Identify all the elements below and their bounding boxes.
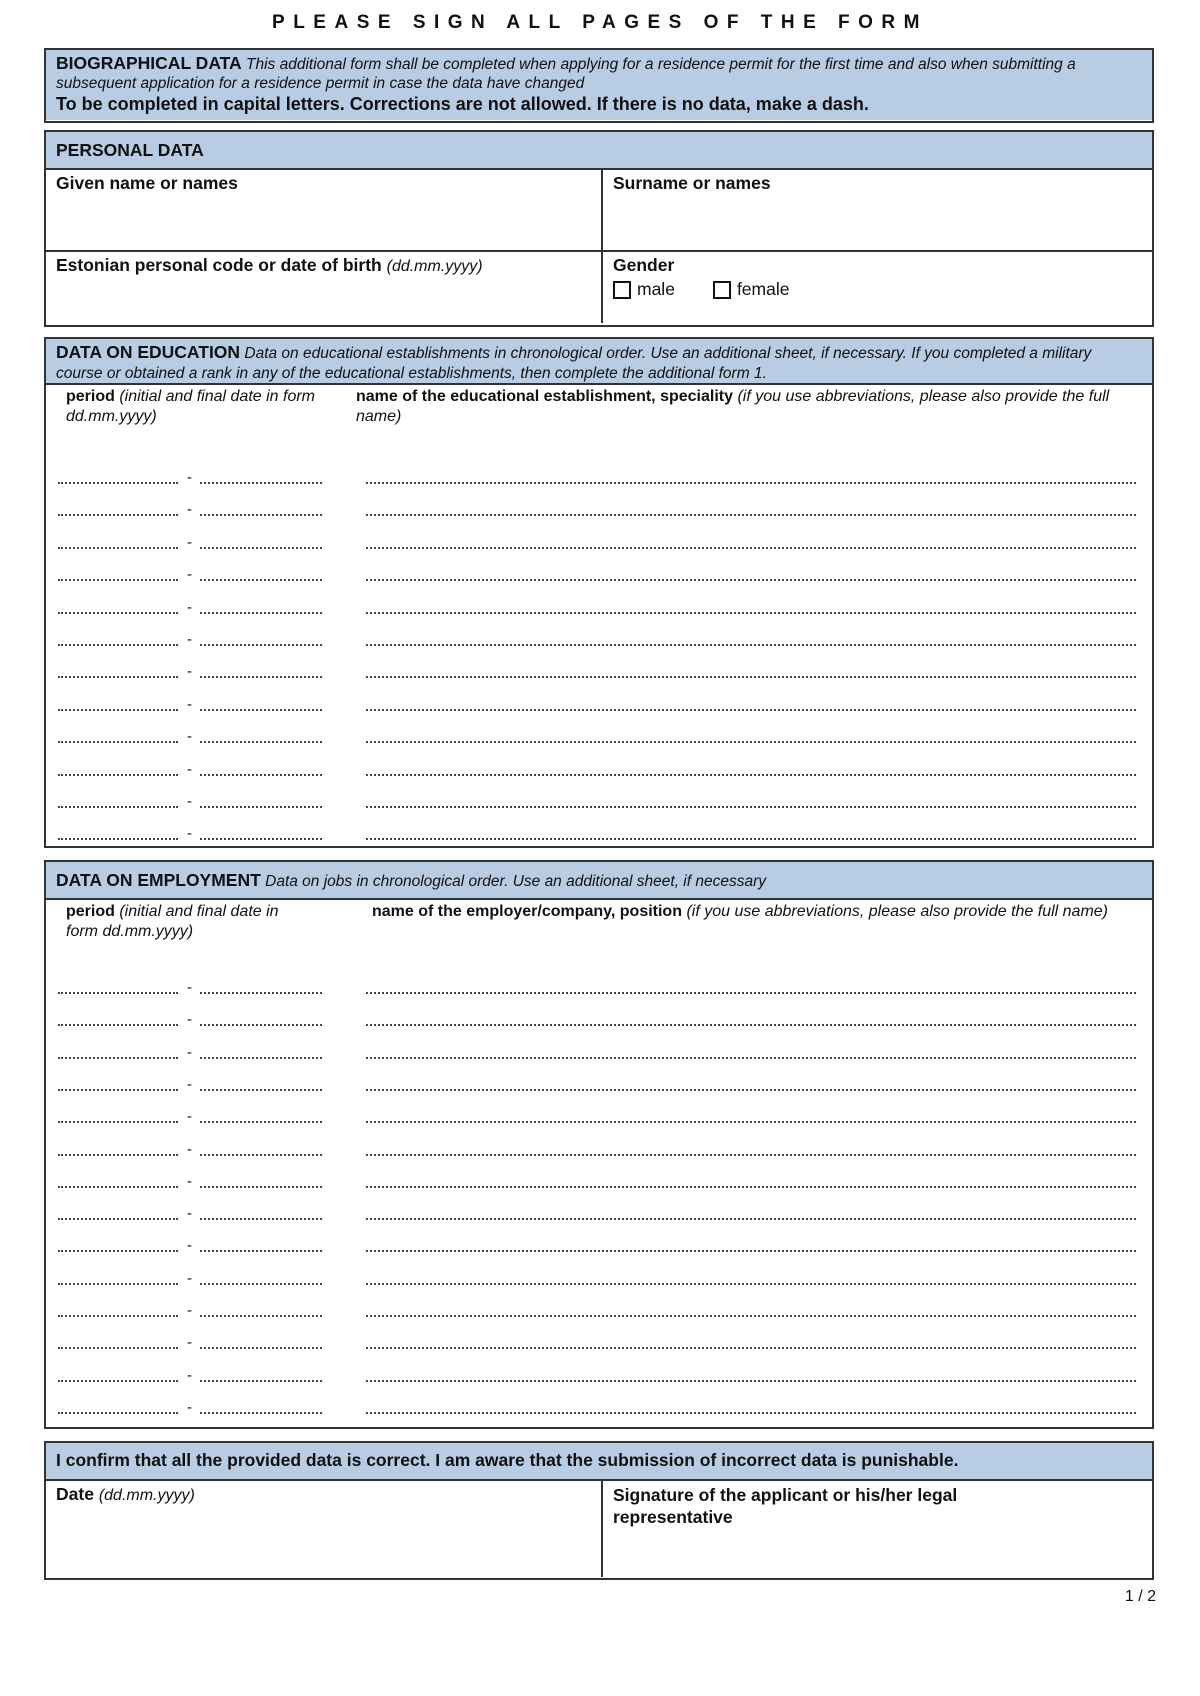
education-period-start-line[interactable] [58,838,178,840]
education-name-line[interactable] [366,644,1136,646]
education-period-start-line[interactable] [58,547,178,549]
employment-period-dash: - [187,1140,192,1158]
employment-name-line[interactable] [366,1186,1136,1188]
education-name-label: name of the educational establishment, speciality [356,388,733,405]
employment-period-dash: - [187,1302,192,1319]
gender-field [603,252,1152,323]
education-name-line[interactable] [366,482,1136,484]
education-name-line[interactable] [366,676,1136,678]
employment-name-line[interactable] [366,1057,1136,1059]
employment-period-start-line[interactable] [58,1347,178,1349]
education-period-end-line[interactable] [200,644,322,646]
employment-period-end-line[interactable] [200,992,322,994]
employment-period-start-line[interactable] [58,1250,178,1252]
education-period-start-line[interactable] [58,676,178,678]
education-period-start-line[interactable] [58,774,178,776]
employment-period-dash: - [187,1334,192,1352]
biographical-section [44,48,1154,123]
employment-period-dash: - [187,1108,192,1126]
education-period-end-line[interactable] [200,806,322,808]
education-period-start-line[interactable] [58,579,178,581]
personal-header [46,132,1152,170]
employment-period-end-line[interactable] [200,1154,322,1156]
signature-label: Signature of the applicant or his/her legal representative [613,1485,958,1527]
education-period-dash: - [187,793,192,810]
education-period-dash: - [187,598,192,616]
employment-name-line[interactable] [366,992,1136,994]
education-period-dash: - [187,825,192,843]
education-period-end-line[interactable] [200,709,322,711]
given-name-field[interactable] [46,170,603,250]
personal-heading: PERSONAL DATA [56,140,204,160]
male-label: male [637,279,675,299]
education-period-end-line[interactable] [200,741,322,743]
employment-period-end-line[interactable] [200,1380,322,1382]
confirmation-header [46,1443,1152,1481]
education-period-end-line[interactable] [200,579,322,581]
education-name-line[interactable] [366,514,1136,516]
personal-code-format: (dd.mm.yyyy) [386,258,483,275]
employment-period-start-line[interactable] [58,1315,178,1317]
education-period-start-line[interactable] [58,741,178,743]
given-name-label: Given name or names [56,173,238,193]
biographical-header [46,50,1152,120]
education-section [44,337,1154,848]
education-period-dash: - [187,695,192,713]
employment-name-line[interactable] [366,1412,1136,1414]
employment-period-header [66,902,301,942]
education-name-line[interactable] [366,709,1136,711]
biographical-note: This additional form shall be completed when applying for a residence permit for the first time and also when submitting a subsequent application for a residence permit in case the data have changed [56,56,1076,92]
education-period-dash: - [187,533,192,551]
education-period-hint: (initial and final date in form dd.mm.yyyy) [66,388,315,425]
employment-period-end-line[interactable] [200,1218,322,1220]
education-name-line[interactable] [366,774,1136,776]
education-period-start-line[interactable] [58,806,178,808]
employment-period-start-line[interactable] [58,1057,178,1059]
male-checkbox[interactable] [613,281,631,299]
education-period-dash: - [187,566,192,584]
education-name-header [356,387,1146,427]
confirmation-section [44,1441,1154,1580]
employment-name-line[interactable] [366,1315,1136,1317]
employment-period-end-line[interactable] [200,1024,322,1026]
signature-field[interactable] [603,1481,1152,1577]
employment-period-end-line[interactable] [200,1057,322,1059]
employment-name-line[interactable] [366,1250,1136,1252]
employment-period-dash: - [187,1269,192,1287]
employment-period-dash: - [187,1011,192,1029]
female-checkbox[interactable] [713,281,731,299]
education-name-line[interactable] [366,741,1136,743]
employment-period-start-line[interactable] [58,992,178,994]
education-heading: DATA ON EDUCATION [56,342,241,362]
employment-name-hint: (if you use abbreviations, please also provide the full name) [686,903,1109,920]
employment-period-dash: - [187,1366,192,1384]
personal-code-label: Estonian personal code or date of birth [56,255,382,275]
employment-period-end-line[interactable] [200,1315,322,1317]
employment-name-label: name of the employer/company, position [372,903,682,920]
education-period-end-line[interactable] [200,676,322,678]
female-label: female [736,279,790,299]
employment-period-start-line[interactable] [58,1089,178,1091]
employment-period-dash: - [187,979,192,996]
personal-section [44,130,1154,327]
education-period-dash: - [187,663,192,681]
education-period-end-line[interactable] [200,612,322,614]
employment-name-line[interactable] [366,1218,1136,1220]
date-format: (dd.mm.yyyy) [98,1487,195,1504]
education-period-end-line[interactable] [200,482,322,484]
education-period-start-line[interactable] [58,644,178,646]
employment-note: Data on jobs in chronological order. Use an additional sheet, if necessary [265,873,767,890]
confirmation-statement: I confirm that all the provided data is correct. I am aware that the submission of incorrect data is punishable. [56,1450,959,1470]
employment-period-start-line[interactable] [58,1121,178,1123]
education-name-line[interactable] [366,547,1136,549]
employment-section [44,860,1154,1429]
employment-period-start-line[interactable] [58,1186,178,1188]
employment-name-line[interactable] [366,1024,1136,1026]
employment-column-headers [46,900,1152,960]
date-signature-row [46,1481,1152,1577]
code-gender-row [46,252,1152,323]
employment-period-end-line[interactable] [200,1121,322,1123]
education-period-dash: - [187,760,192,778]
employment-period-end-line[interactable] [200,1412,322,1414]
employment-period-dash: - [187,1205,192,1223]
employment-period-dash: - [187,1043,192,1061]
education-name-line[interactable] [366,838,1136,840]
employment-heading: DATA ON EMPLOYMENT [56,870,261,890]
education-period-label: period [66,388,115,405]
education-period-header [66,387,321,427]
employment-period-start-line[interactable] [58,1412,178,1414]
education-period-dash: - [187,469,192,486]
employment-period-start-line[interactable] [58,1283,178,1285]
education-period-start-line[interactable] [58,612,178,614]
education-period-start-line[interactable] [58,709,178,711]
employment-period-start-line[interactable] [58,1024,178,1026]
employment-period-dash: - [187,1172,192,1190]
education-period-start-line[interactable] [58,514,178,516]
education-period-start-line[interactable] [58,482,178,484]
education-period-end-line[interactable] [200,838,322,840]
employment-period-end-line[interactable] [200,1089,322,1091]
gender-label: Gender [613,255,675,275]
employment-name-line[interactable] [366,1380,1136,1382]
employment-period-dash: - [187,1237,192,1255]
education-name-hint: (if you use abbreviations, please also provide the full name) [356,388,1110,425]
employment-period-end-line[interactable] [200,1347,322,1349]
education-period-dash: - [187,631,192,648]
employment-period-dash: - [187,1075,192,1093]
surname-field[interactable] [603,170,1152,250]
employment-period-label: period [66,903,115,920]
education-period-dash: - [187,728,192,746]
employment-period-end-line[interactable] [200,1186,322,1188]
employment-period-end-line[interactable] [200,1250,322,1252]
employment-period-hint: (initial and final date in form dd.mm.yyyy) [66,903,279,940]
employment-period-dash: - [187,1398,192,1416]
employment-name-line[interactable] [366,1121,1136,1123]
page-number: 1 / 2 [1124,1588,1156,1605]
date-field[interactable] [46,1481,603,1577]
education-note: Data on educational establishments in chronological order. Use an additional sheet, if necessary. If you completed a military course or obtained a rank in any of the educational establishments, then complete the additional form 1. [56,345,1092,382]
employment-name-line[interactable] [366,1089,1136,1091]
employment-period-start-line[interactable] [58,1218,178,1220]
employment-name-header [372,902,1142,922]
education-column-headers [46,385,1152,445]
employment-header [46,862,1152,900]
education-period-dash: - [187,501,192,519]
employment-name-line[interactable] [366,1347,1136,1349]
employment-period-start-line[interactable] [58,1154,178,1156]
education-name-line[interactable] [366,612,1136,614]
date-label: Date [56,1484,94,1504]
education-name-line[interactable] [366,579,1136,581]
employment-period-end-line[interactable] [200,1283,322,1285]
education-name-line[interactable] [366,806,1136,808]
personal-code-field[interactable] [46,252,603,323]
name-row [46,170,1152,252]
employment-name-line[interactable] [366,1154,1136,1156]
employment-name-line[interactable] [366,1283,1136,1285]
employment-period-start-line[interactable] [58,1380,178,1382]
surname-label: Surname or names [613,173,771,193]
education-period-end-line[interactable] [200,547,322,549]
education-header [46,339,1152,385]
page-title: PLEASE SIGN ALL PAGES OF THE FORM [272,12,928,33]
education-period-end-line[interactable] [200,774,322,776]
education-period-end-line[interactable] [200,514,322,516]
biographical-instruction: To be completed in capital letters. Corrections are not allowed. If there is no data, make a dash. [56,94,869,114]
biographical-heading: BIOGRAPHICAL DATA [56,53,242,73]
